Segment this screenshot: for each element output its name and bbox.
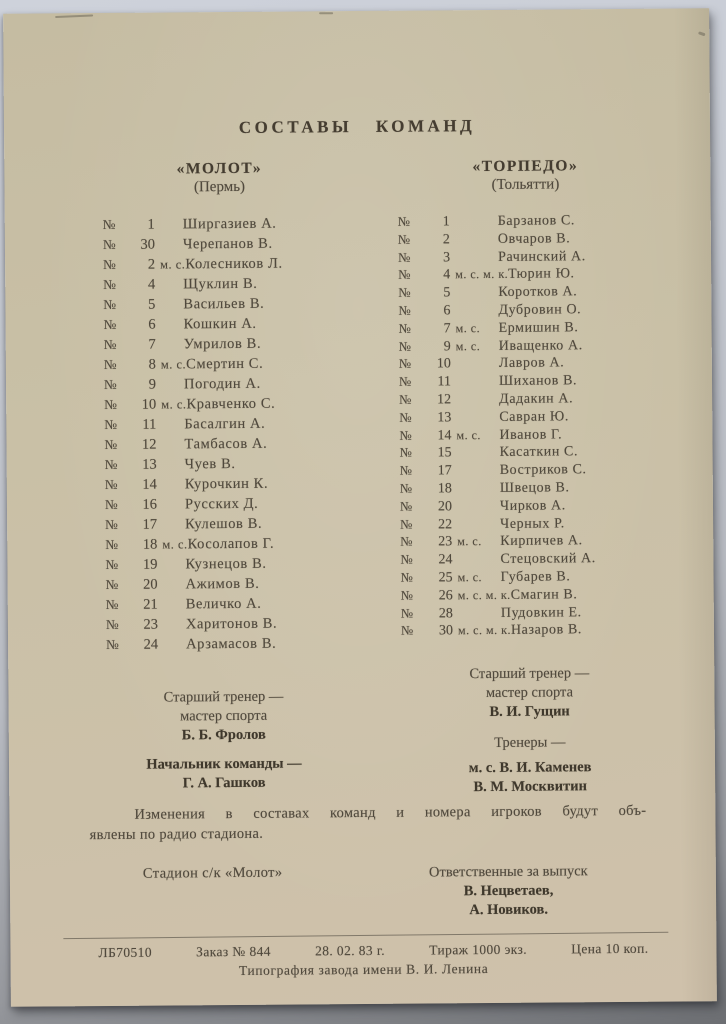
- player-row: [103, 275, 337, 297]
- head-coach-rank: мастер спорта: [485, 684, 574, 702]
- numero-sign: №: [104, 416, 118, 433]
- numero-sign: №: [400, 588, 414, 603]
- roster-molot: [103, 215, 340, 657]
- player-name: Барзанов С.: [497, 213, 576, 229]
- player-rank: м. с.: [162, 537, 188, 552]
- numero-sign: №: [397, 214, 411, 229]
- player-name: Коротков А.: [498, 284, 578, 301]
- numero-sign: №: [105, 516, 118, 533]
- player-row: [104, 375, 338, 397]
- numero-sign: №: [398, 374, 412, 389]
- player-row: [105, 555, 339, 577]
- player-number: 16: [142, 496, 158, 513]
- scan-artifact: [319, 12, 333, 14]
- player-row: [105, 455, 339, 477]
- player-number: 23: [143, 616, 158, 633]
- head-coach-name: В. И. Гущин: [489, 703, 570, 721]
- numero-sign: №: [104, 456, 118, 473]
- player-number: 14: [437, 427, 452, 443]
- numero-sign: №: [105, 616, 119, 632]
- player-row: [398, 248, 654, 268]
- numero-sign: №: [399, 392, 412, 407]
- player-number: 20: [437, 499, 453, 515]
- player-name: Погодин А.: [183, 375, 261, 393]
- player-row: [401, 586, 657, 606]
- player-row: [104, 415, 338, 437]
- player-row: [400, 462, 656, 482]
- numero-sign: №: [399, 463, 413, 478]
- numero-sign: №: [399, 445, 412, 461]
- player-number: 4: [443, 267, 451, 283]
- column-torpedo: [398, 212, 695, 797]
- player-row: [400, 533, 656, 553]
- player-name: Иванов Г.: [499, 426, 563, 443]
- player-name: Востриков С.: [499, 462, 587, 479]
- player-row: [399, 426, 655, 446]
- numero-sign: №: [397, 250, 411, 265]
- player-row: [103, 215, 337, 237]
- player-number: 28: [438, 605, 453, 621]
- numero-sign: №: [398, 339, 412, 354]
- player-name: Кравченко С.: [186, 395, 276, 413]
- program-page: [3, 8, 717, 1007]
- player-rank: м. с. м. к.: [457, 587, 511, 602]
- venue-row: [10, 861, 716, 924]
- trainers-label: Тренеры —: [494, 734, 566, 752]
- numero-sign: №: [399, 499, 413, 514]
- player-row: [399, 391, 655, 411]
- player-name: Швецов В.: [499, 480, 570, 496]
- numero-sign: №: [398, 285, 411, 300]
- player-row: [398, 230, 654, 250]
- player-row: [400, 569, 656, 589]
- player-name: Харитонов В.: [185, 615, 278, 633]
- numero-sign: №: [400, 517, 413, 532]
- team-name-torpedo: «ТОРПЕДО»: [472, 157, 579, 176]
- player-number: 24: [438, 552, 453, 568]
- team-name-molot: «МОЛОТ»: [176, 159, 263, 178]
- numero-sign: №: [399, 410, 412, 425]
- printer-name: Типография завода имени В. И. Ленина: [238, 961, 489, 979]
- player-number: 7: [443, 321, 451, 337]
- responsible-block: [401, 862, 616, 921]
- player-name: Дадакин А.: [499, 391, 574, 407]
- numero-sign: №: [103, 316, 117, 333]
- player-name: Васильев В.: [183, 295, 265, 313]
- player-name: Смагин В.: [510, 587, 578, 603]
- numero-sign: №: [399, 481, 413, 496]
- player-name: Кирпичев А.: [500, 533, 583, 550]
- player-name: Назаров В.: [510, 622, 583, 639]
- team-headers: [4, 156, 710, 198]
- player-name: Русских Д.: [184, 495, 259, 513]
- numero-sign: №: [102, 236, 116, 253]
- staff-torpedo: [401, 664, 658, 798]
- player-row: [400, 480, 656, 500]
- player-number: 13: [437, 410, 452, 426]
- player-name: Дубровин О.: [498, 302, 582, 318]
- player-name: Иващенко А.: [498, 337, 583, 354]
- player-number: 5: [148, 296, 156, 313]
- numero-sign: №: [106, 636, 119, 652]
- player-number: 1: [442, 214, 450, 230]
- player-row: [105, 515, 339, 537]
- numero-sign: №: [399, 428, 412, 443]
- player-rank: м. с.: [455, 338, 481, 353]
- player-name: Черепанов В.: [182, 235, 273, 253]
- player-name: Тюрин Ю.: [508, 266, 575, 283]
- player-name: Шиханов В.: [498, 373, 578, 390]
- player-number: 7: [148, 336, 156, 353]
- player-name: Пудовкин Е.: [500, 604, 582, 621]
- numero-sign: №: [398, 267, 411, 283]
- team-city-torpedo: (Тольятти): [491, 176, 560, 193]
- player-row: [103, 255, 337, 277]
- player-row: [106, 595, 340, 617]
- player-rank: м. с.: [456, 427, 481, 442]
- notice-line-1: Изменения в составах команд и номера игроков будут объ-: [134, 802, 647, 823]
- numero-sign: №: [103, 296, 117, 313]
- player-row: [106, 635, 340, 657]
- head-coach-label: Старший тренер —: [163, 688, 284, 706]
- player-name: Черных Р.: [500, 515, 565, 532]
- player-name: Смертин С.: [186, 355, 264, 373]
- player-row: [104, 355, 338, 377]
- player-row: [104, 335, 338, 357]
- stadium-name: Стадион с/к «Молот»: [142, 864, 283, 882]
- numero-sign: №: [398, 303, 411, 318]
- numero-sign: №: [104, 396, 117, 413]
- player-number: 5: [443, 285, 451, 301]
- numero-sign: №: [104, 476, 118, 493]
- team-manager-label: Начальник команды —: [146, 755, 302, 773]
- numero-sign: №: [103, 356, 117, 373]
- scan-artifact: [698, 31, 706, 36]
- imprint-divider: [63, 932, 668, 939]
- team-manager-name: Г. А. Гашков: [182, 774, 266, 792]
- player-row: [401, 622, 657, 642]
- numero-sign: №: [103, 376, 117, 393]
- trainer-name: м. с. В. И. Каменев: [468, 759, 592, 777]
- head-coach-rank: мастер спорта: [180, 707, 268, 725]
- player-rank: м. с.: [457, 569, 483, 585]
- imprint-date: 28. 02. 83 г.: [314, 942, 386, 959]
- player-row: [400, 551, 656, 571]
- player-number: 13: [142, 456, 157, 473]
- head-coach-name: Б. Б. Фролов: [181, 726, 266, 744]
- numero-sign: №: [397, 232, 411, 247]
- player-rank: м. с. м. к.: [455, 267, 509, 282]
- player-number: 14: [142, 476, 157, 493]
- imprint-row: [98, 941, 648, 961]
- player-name: Щуклин В.: [183, 275, 258, 293]
- player-name: Арзамасов В.: [186, 635, 277, 653]
- player-number: 17: [437, 463, 452, 479]
- numero-sign: №: [104, 496, 118, 513]
- player-name: Губарев В.: [500, 569, 571, 585]
- player-row: [399, 408, 655, 428]
- player-row: [398, 302, 654, 322]
- scan-artifact: [55, 14, 93, 18]
- player-name: Тамбасов А.: [184, 435, 268, 453]
- player-row: [106, 575, 340, 597]
- player-number: 2: [442, 232, 450, 248]
- player-name: Косолапов Г.: [187, 535, 275, 553]
- player-name: Величко А.: [185, 595, 262, 613]
- roster-torpedo: [398, 213, 657, 642]
- player-row: [398, 266, 654, 286]
- player-row: [398, 284, 654, 304]
- player-number: 6: [443, 303, 451, 319]
- radio-notice: [89, 802, 646, 845]
- imprint-run: Тираж 1000 экз.: [429, 941, 528, 958]
- player-row: [105, 495, 339, 517]
- imprint-code: ЛБ70510: [98, 944, 153, 961]
- numero-sign: №: [102, 216, 116, 233]
- player-name: Касаткин С.: [499, 444, 579, 461]
- player-name: Кузнецов В.: [185, 555, 267, 573]
- player-number: 11: [437, 374, 452, 390]
- team-header-torpedo: [397, 156, 689, 194]
- player-number: 24: [143, 636, 159, 653]
- player-number: 9: [443, 338, 451, 354]
- player-name: Ширгазиев А.: [182, 215, 277, 233]
- player-name: Овчаров В.: [497, 231, 571, 247]
- player-name: Басалгин А.: [184, 415, 266, 433]
- numero-sign: №: [400, 552, 413, 567]
- player-number: 23: [438, 534, 453, 550]
- player-row: [401, 604, 657, 624]
- player-row: [103, 235, 337, 257]
- numero-sign: №: [400, 570, 413, 585]
- player-number: 11: [142, 416, 157, 433]
- numero-sign: №: [105, 536, 119, 553]
- player-number: 3: [442, 249, 451, 265]
- player-rank: м. с.: [161, 397, 187, 412]
- player-row: [104, 435, 338, 457]
- player-name: Умрилов В.: [183, 335, 262, 353]
- player-row: [105, 535, 339, 557]
- team-header-molot: [102, 159, 364, 197]
- player-name: Рачинский А.: [497, 248, 586, 265]
- player-number: 19: [142, 556, 158, 573]
- player-row: [399, 355, 655, 375]
- player-name: Кошкин А.: [183, 315, 257, 333]
- trainer-name: В. М. Москвитин: [473, 778, 587, 796]
- player-name: Чирков А.: [499, 498, 566, 514]
- player-number: 20: [143, 576, 158, 593]
- player-rank: м. с.: [160, 257, 186, 272]
- player-number: 15: [437, 445, 452, 461]
- numero-sign: №: [400, 534, 413, 550]
- player-row: [399, 319, 655, 339]
- player-number: 12: [437, 392, 452, 408]
- team-city-molot: (Пермь): [193, 178, 246, 196]
- player-number: 9: [148, 376, 157, 393]
- player-number: 10: [436, 356, 451, 372]
- player-row: [399, 373, 655, 393]
- player-name: Колесников Л.: [185, 255, 283, 273]
- player-row: [103, 315, 337, 337]
- numero-sign: №: [398, 356, 412, 372]
- player-row: [104, 395, 338, 417]
- player-rank: м. с. м. к.: [457, 623, 511, 638]
- player-name: Савран Ю.: [499, 409, 570, 425]
- player-number: 1: [147, 216, 155, 233]
- notice-line-2: явлены по радио стадиона.: [89, 825, 264, 843]
- head-coach-label: Старший тренер —: [469, 665, 590, 683]
- player-name: Лавров А.: [498, 355, 565, 372]
- player-row: [106, 615, 340, 637]
- responsible-name: В. Нецветаев,: [463, 882, 554, 900]
- player-number: 8: [148, 356, 156, 373]
- player-number: 21: [143, 596, 158, 613]
- numero-sign: №: [103, 336, 117, 353]
- player-row: [398, 213, 654, 233]
- player-rank: м. с.: [457, 534, 482, 549]
- player-number: 18: [142, 536, 158, 553]
- player-row: [400, 515, 656, 535]
- player-name: Ермишин В.: [498, 320, 579, 336]
- numero-sign: №: [105, 576, 119, 593]
- player-number: 10: [141, 396, 157, 413]
- player-number: 2: [147, 256, 156, 273]
- player-name: Кулешов В.: [185, 515, 263, 533]
- player-name: Чуев В.: [184, 455, 236, 473]
- numero-sign: №: [400, 606, 414, 621]
- player-name: Стецовский А.: [500, 551, 596, 568]
- numero-sign: №: [105, 596, 119, 612]
- player-number: 12: [141, 436, 157, 453]
- player-rank: м. с.: [455, 320, 481, 336]
- responsible-name: А. Новиков.: [469, 901, 549, 919]
- rosters: [5, 212, 716, 801]
- column-molot: [103, 215, 370, 800]
- player-number: 26: [438, 588, 453, 604]
- player-row: [103, 295, 337, 317]
- player-rank: м. с.: [160, 357, 187, 372]
- player-number: 18: [437, 481, 452, 497]
- player-number: 22: [438, 516, 453, 532]
- staff-molot: [106, 687, 341, 794]
- player-row: [400, 497, 656, 517]
- numero-sign: №: [103, 276, 117, 293]
- player-row: [399, 337, 655, 357]
- player-row: [105, 475, 339, 497]
- responsible-label: Ответственные за выпуск: [428, 863, 588, 881]
- player-number: 4: [147, 276, 156, 293]
- player-number: 17: [142, 516, 158, 533]
- player-name: Курочкин К.: [184, 475, 269, 493]
- numero-sign: №: [400, 623, 414, 639]
- player-number: 25: [438, 570, 453, 586]
- player-number: 30: [438, 623, 454, 639]
- imprint-order: Заказ № 844: [196, 943, 271, 960]
- numero-sign: №: [105, 556, 119, 573]
- numero-sign: №: [398, 321, 411, 336]
- player-number: 6: [148, 316, 156, 333]
- player-number: 30: [140, 236, 155, 253]
- imprint-price: Цена 10 коп.: [571, 940, 649, 957]
- player-row: [400, 444, 656, 464]
- player-name: Ажимов В.: [185, 575, 260, 593]
- page-title: СОСТАВЫ КОМАНД: [238, 116, 476, 137]
- numero-sign: №: [103, 256, 116, 273]
- numero-sign: №: [104, 436, 118, 453]
